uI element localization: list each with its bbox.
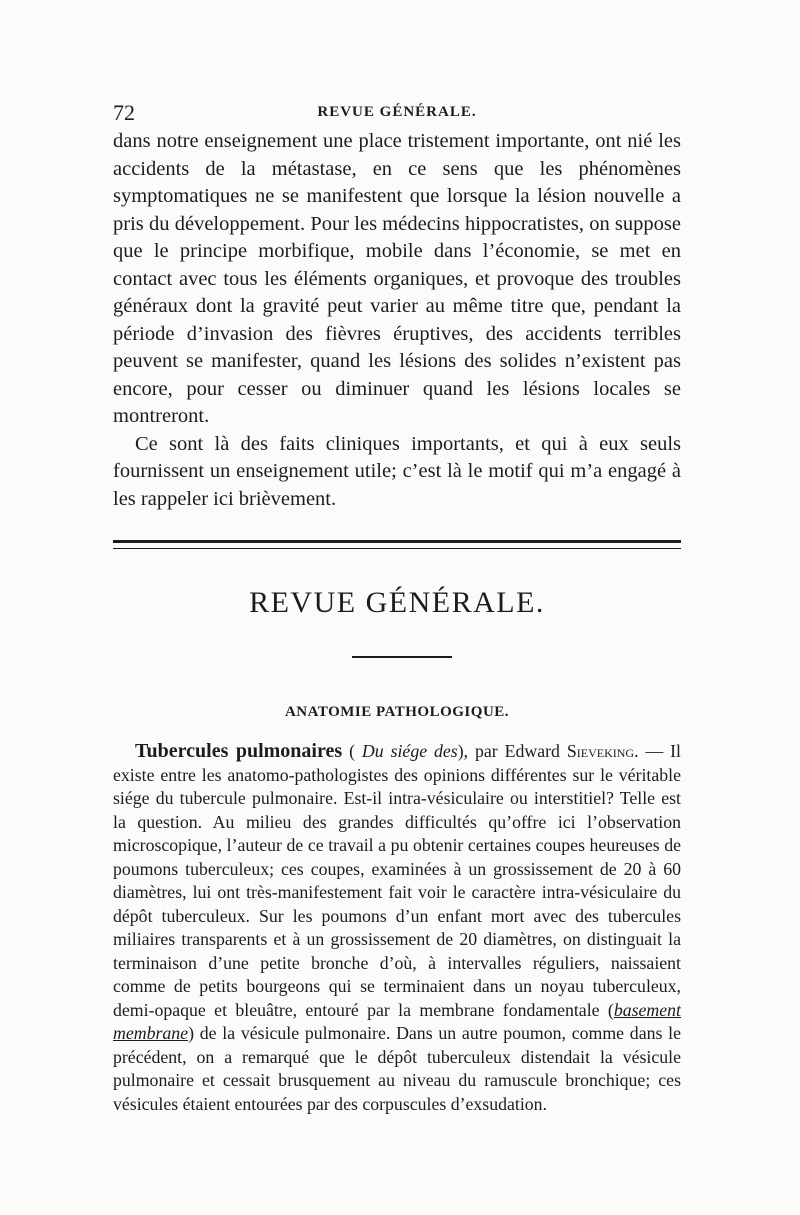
article-title: Tubercules pulmonaires [135, 740, 343, 762]
section-title: REVUE GÉNÉRALE. [249, 586, 545, 619]
article-subtitle-open: ( [342, 741, 362, 761]
article-subtitle: Du siége des [361, 741, 458, 761]
intro-paragraph-1: dans notre enseignement une place tristement importante, ont nié les accidents de la métastase, en ce sens que les phénomènes symptomatiques ne se manifestent que lorsque la lésion nouvelle a pris du développement. Pour les médecins hippocratistes, on suppose que le principe morbifique, mobile dans l’économie, se met en contact avec tous les éléments organiques, et provoque des troubles généraux dont la gravité peut varier au même titre que, pendant la période d’invasion des fièvres éruptives, des accidents terribles peuvent se manifester, quand les lésions des solides n’existent pas encore, pour cesser ou diminuer quand les lésions locales se montreront. [113, 130, 681, 427]
page-number: 72 [113, 100, 135, 125]
article-body [113, 740, 681, 1116]
article-text-2: ) de la vésicule pulmonaire. Dans un autre poumon, comme dans le précédent, on a remarqué que le dépôt tuberculeux distendait la vésicule pulmonaire et cessait brusquement au niveau du ramuscule bronchique; ces vésicules étaient entourées par des corpuscules d’exsudation. [113, 1023, 681, 1114]
article-term: basement membrane [113, 999, 681, 1043]
intro-text [113, 128, 681, 513]
running-head: REVUE GÉNÉRALE. [317, 104, 477, 120]
article-subtitle-close: ), par Edward [457, 741, 567, 761]
subsection-title: ANATOMIE PATHOLOGIQUE. [284, 704, 510, 720]
intro-paragraph-2: Ce sont là des faits cliniques importants, et qui à eux seuls fournissent un enseignement utile; c’est là le motif qui m’a engagé à les rappeler ici brièvement. [113, 432, 681, 510]
article-text-1: . — Il existe entre les anatomo-pathologistes des opinions différentes sur le véritable siége du tubercule pulmonaire. Est-il intra-vésiculaire ou interstitiel? Telle est la question. Au milieu des grandes difficultés qu’offre ici l’observation microscopique, l’auteur de ce travail a pu obtenir certaines coupes heureuses de poumons tuberculeux; ces coupes, examinées à un grossissement de 20 à 60 diamètres, lui ont très-manifestement fait voir le caractère intra-vésiculaire du dépôt tuberculeux. Sur les poumons d’un enfant mort avec des tubercules miliaires transparents et à un grossissement de 20 diamètres, on distinguait la terminaison d’une petite bronche d’où, à intervalles réguliers, naissaient comme de petits bourgeons qui se terminaient dans un noyau tuberculeux, demi-opaque et bleuâtre, entouré par la membrane fondamentale ( [113, 741, 681, 1020]
short-rule-divider [352, 656, 452, 658]
page-header [113, 100, 681, 126]
double-rule-divider [113, 540, 681, 549]
article-author: Sieveking [566, 741, 635, 761]
